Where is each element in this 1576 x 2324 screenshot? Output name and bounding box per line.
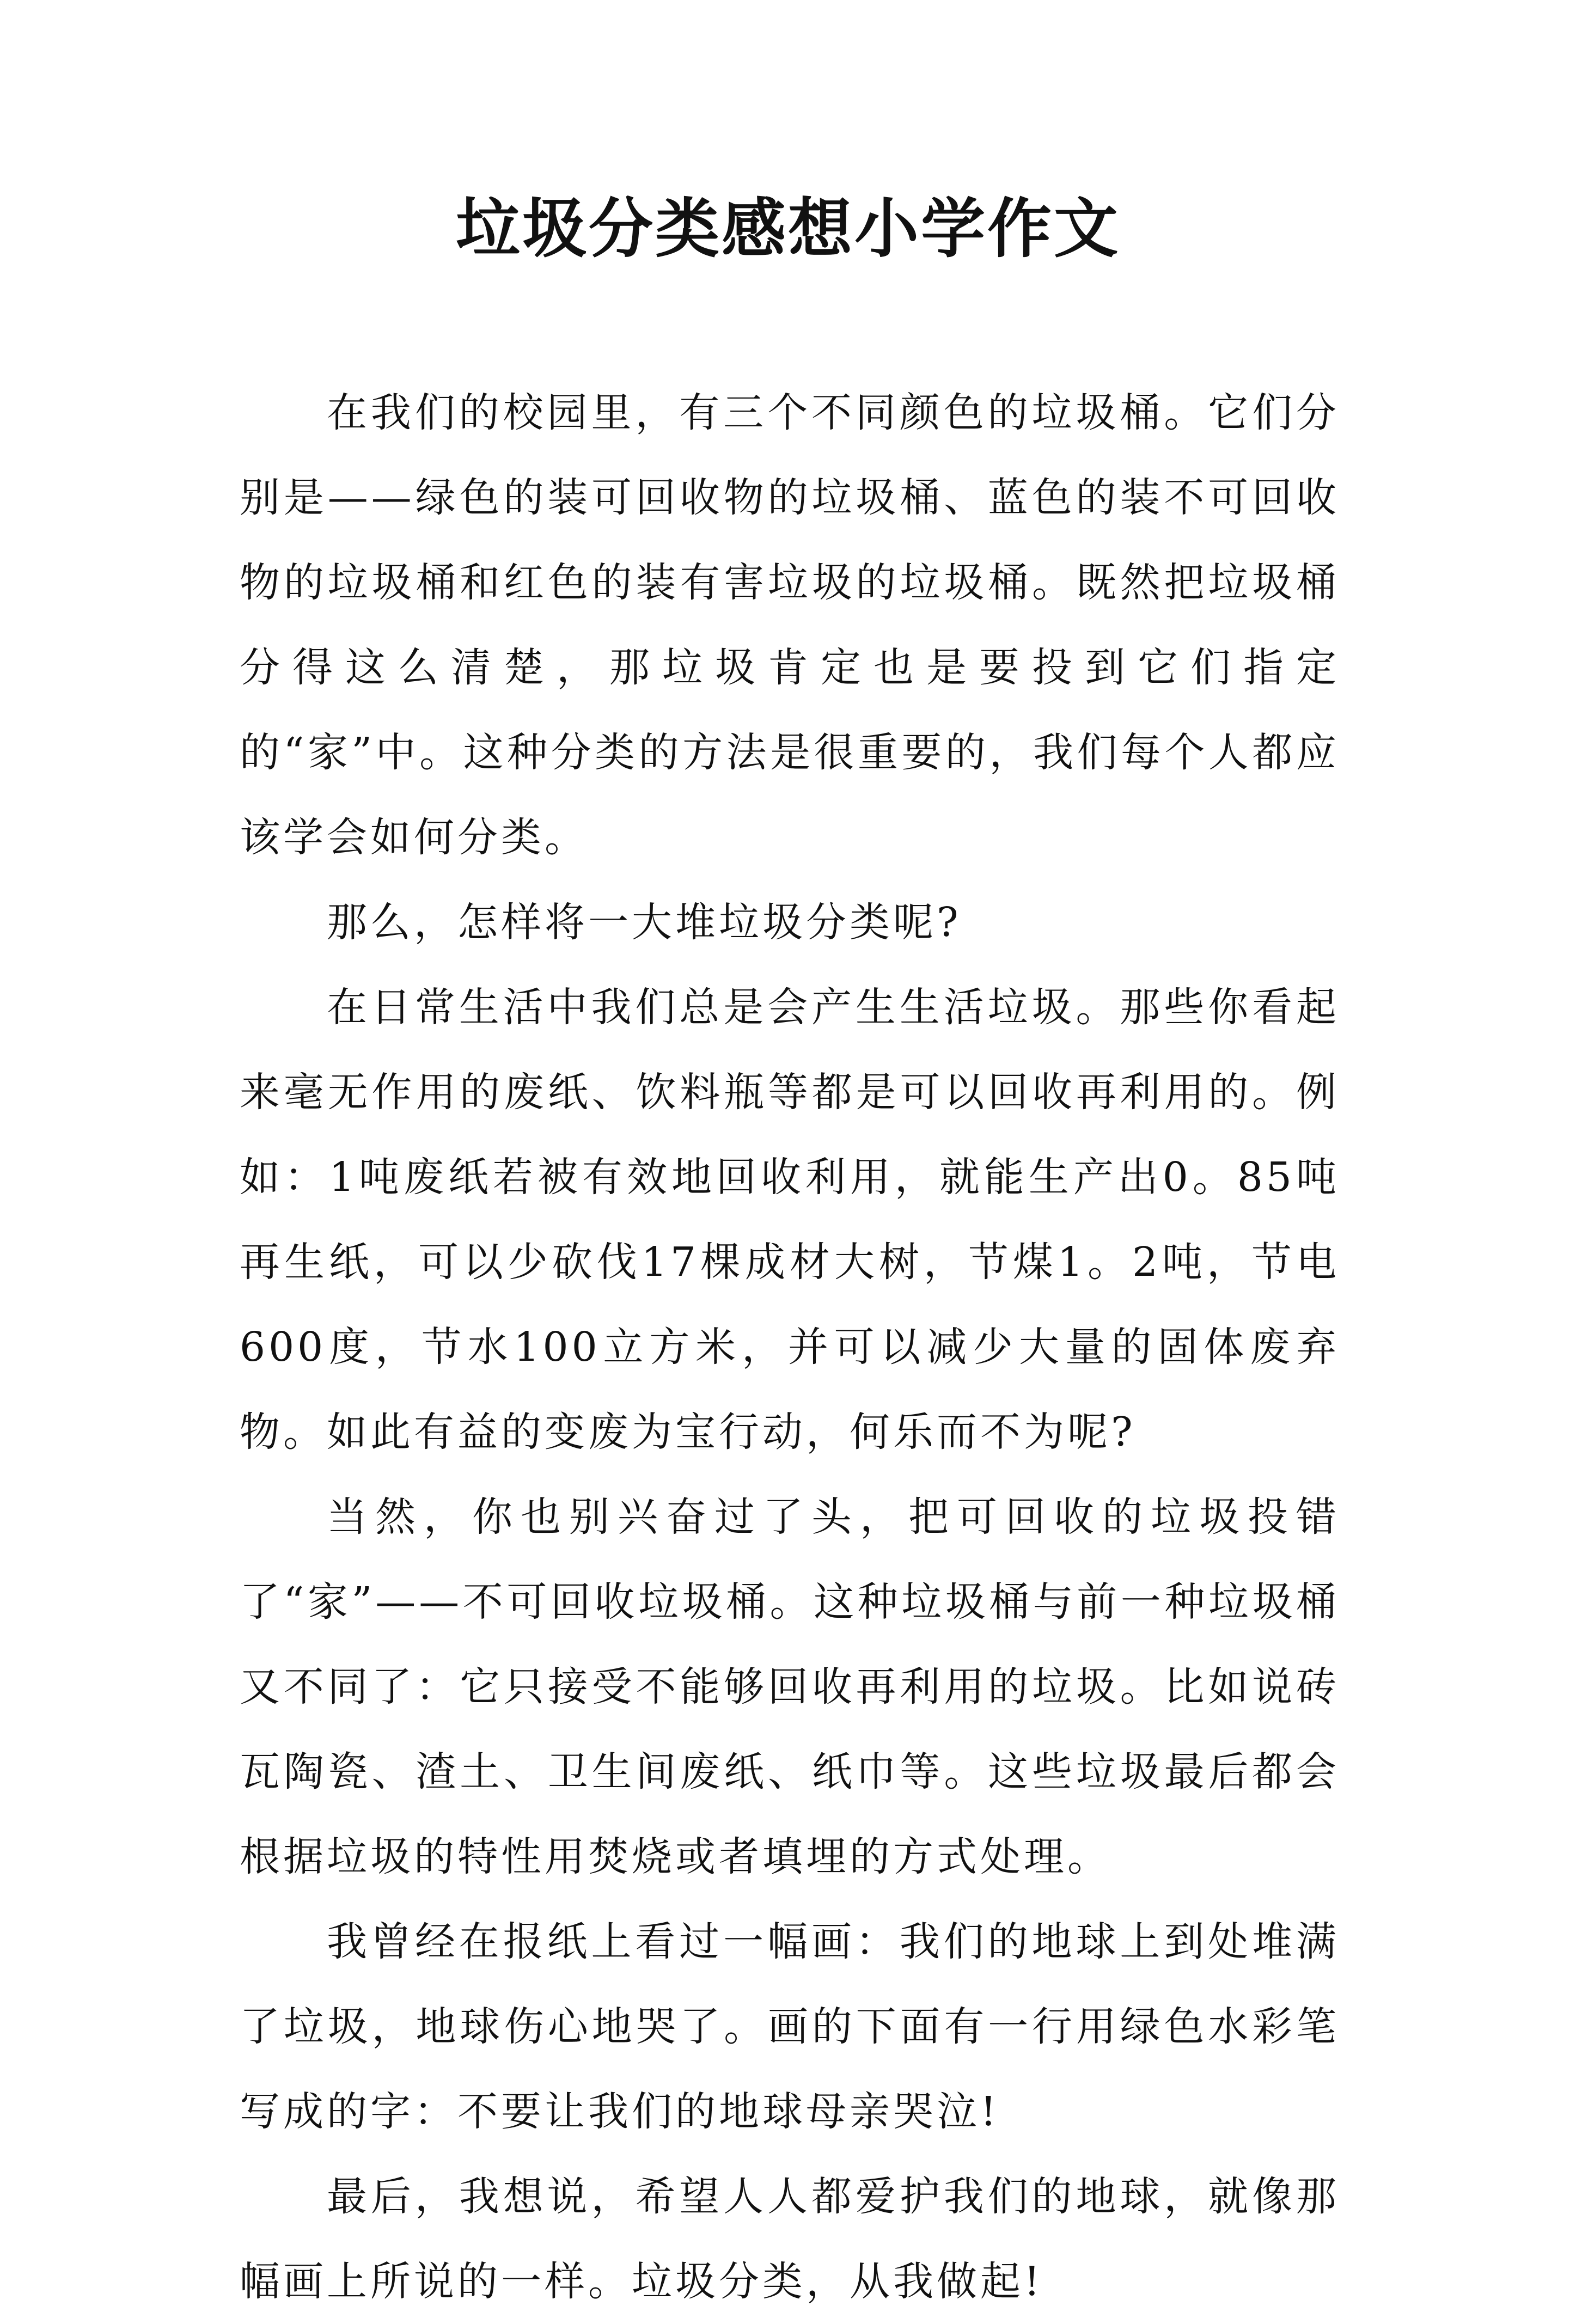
- paragraph-4: 当然，你也别兴奋过了头，把可回收的垃圾投错了“家”——不可回收垃圾桶。这种垃圾桶与前一种垃圾桶又不同了：它只接受不能够回收再利用的垃圾。比如说砖瓦陶瓷、渣土、卫生间废纸、纸巾等。这些垃圾最后都会根据垃圾的特性用焚烧或者填埋的方式处理。: [240, 1494, 1340, 1880]
- paragraph-1: 在我们的校园里，有三个不同颜色的垃圾桶。它们分别是——绿色的装可回收物的垃圾桶、蓝色的装不可回收物的垃圾桶和红色的装有害垃圾的垃圾桶。既然把垃圾桶分得这么清楚，那垃圾肯定也是要投到它们指定的“家”中。这种分类的方法是很重要的，我们每个人都应该学会如何分类。: [240, 389, 1340, 861]
- paragraph-6: 最后，我想说，希望人人都爱护我们的地球，就像那幅画上所说的一样。垃圾分类，从我做起!: [240, 2173, 1340, 2305]
- paragraph-5: 我曾经在报纸上看过一幅画：我们的地球上到处堆满了垃圾，地球伤心地哭了。画的下面有一行用绿色水彩笔写成的字：不要让我们的地球母亲哭泣!: [240, 1918, 1340, 2135]
- paragraph-2: 那么，怎样将一大堆垃圾分类呢?: [327, 899, 962, 946]
- document-title: 垃圾分类感想小学作文: [455, 191, 1120, 266]
- paragraph-3: 在日常生活中我们总是会产生生活垃圾。那些你看起来毫无作用的废纸、饮料瓶等都是可以回收再利用的。例如：1吨废纸若被有效地回收利用，就能生产出0。85吨再生纸，可以少砍伐17棵成材大树，节煤1。2吨，节电600度，节水100立方米，并可以减少大量的固体废弃物。如此有益的变废为宝行动，何乐而不为呢?: [240, 984, 1340, 1455]
- document-body: [240, 370, 1340, 2324]
